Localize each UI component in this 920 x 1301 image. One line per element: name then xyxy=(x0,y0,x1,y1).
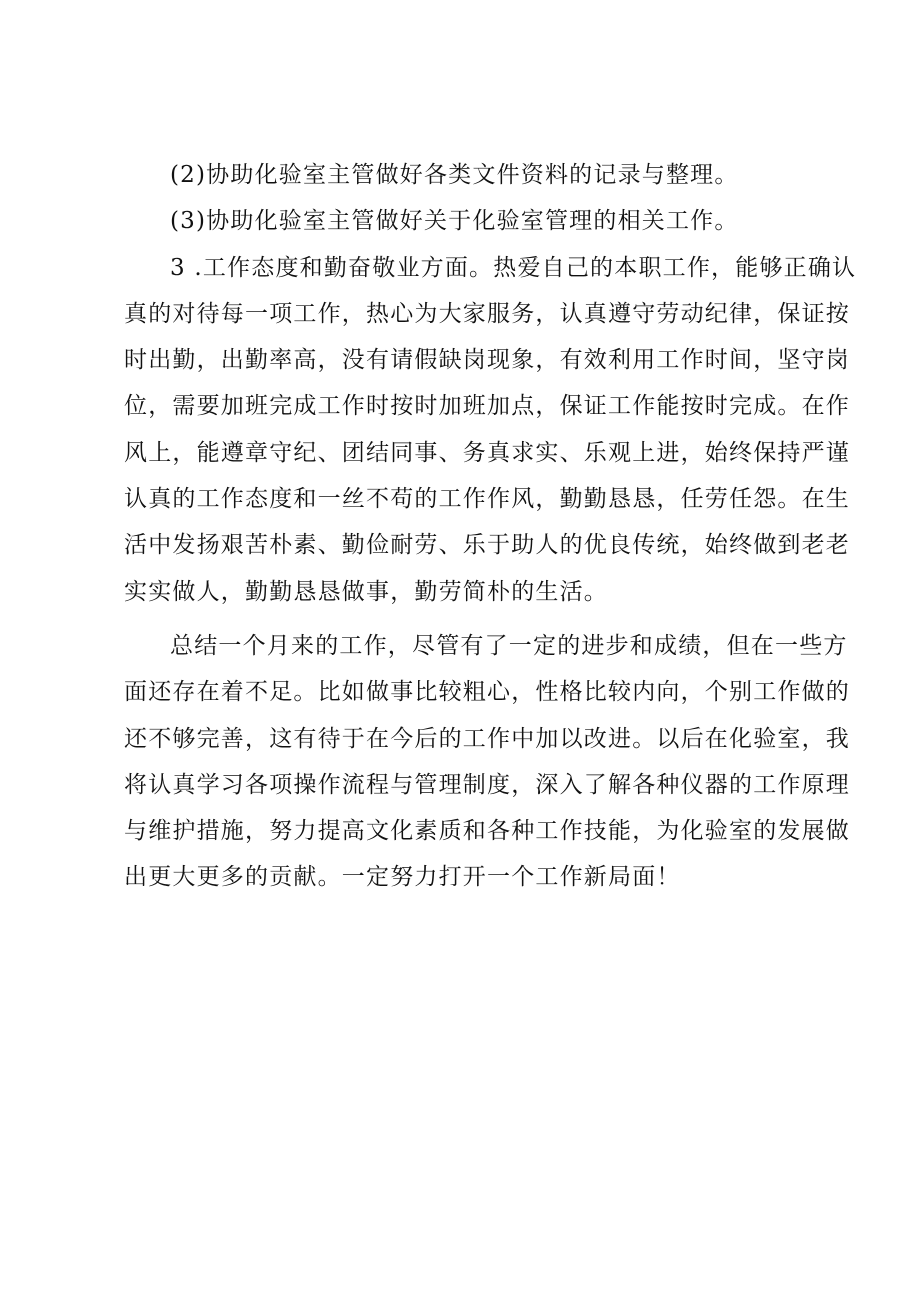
paragraph-line: 3 .工作态度和勤奋敬业方面。热爱自己的本职工作，能够正确认 xyxy=(170,254,857,281)
paragraph-item-2 xyxy=(124,152,824,198)
paragraph-line: 风上，能遵章守纪、团结同事、务真求实、乐观上进，始终保持严谨 xyxy=(124,439,850,466)
paragraph-line: 认真的工作态度和一丝不苟的工作作风，勤勤恳恳，任劳任怨。在生 xyxy=(124,486,850,513)
paragraph-line: 活中发扬艰苦朴素、勤俭耐劳、乐于助人的优良传统，始终做到老老 xyxy=(124,532,850,559)
paragraph-item-3 xyxy=(124,198,824,244)
paragraph-line: 实实做人，勤勤恳恳做事，勤劳简朴的生活。 xyxy=(124,578,608,605)
paragraph-gap xyxy=(124,615,824,623)
paragraph-line: 真的对待每一项工作，热心为大家服务，认真遵守劳动纪律，保证按 xyxy=(124,300,850,327)
paragraph-line: 总结一个月来的工作，尽管有了一定的进步和成绩，但在一些方 xyxy=(170,632,848,659)
paragraph-line: (2)协助化验室主管做好各类文件资料的记录与整理。 xyxy=(170,162,739,188)
paragraph-section-3 xyxy=(124,245,857,615)
paragraph-line: (3)协助化验室主管做好关于化验室管理的相关工作。 xyxy=(170,208,739,235)
document-body xyxy=(124,152,857,901)
paragraph-line: 位，需要加班完成工作时按时加班加点，保证工作能按时完成。在作 xyxy=(124,393,850,420)
paragraph-line: 出更大更多的贡献。一定努力打开一个工作新局面！ xyxy=(124,864,681,891)
paragraph-line: 面还存在着不足。比如做事比较粗心，性格比较内向，个别工作做的 xyxy=(124,679,850,706)
paragraph-summary xyxy=(124,623,850,901)
paragraph-line: 还不够完善，这有待于在今后的工作中加以改进。以后在化验室，我 xyxy=(124,725,850,752)
paragraph-line: 与维护措施，努力提高文化素质和各种工作技能，为化验室的发展做 xyxy=(124,818,850,845)
paragraph-line: 时出勤，出勤率高，没有请假缺岗现象，有效利用工作时间，坚守岗 xyxy=(124,347,850,374)
paragraph-line: 将认真学习各项操作流程与管理制度，深入了解各种仪器的工作原理 xyxy=(124,771,850,798)
